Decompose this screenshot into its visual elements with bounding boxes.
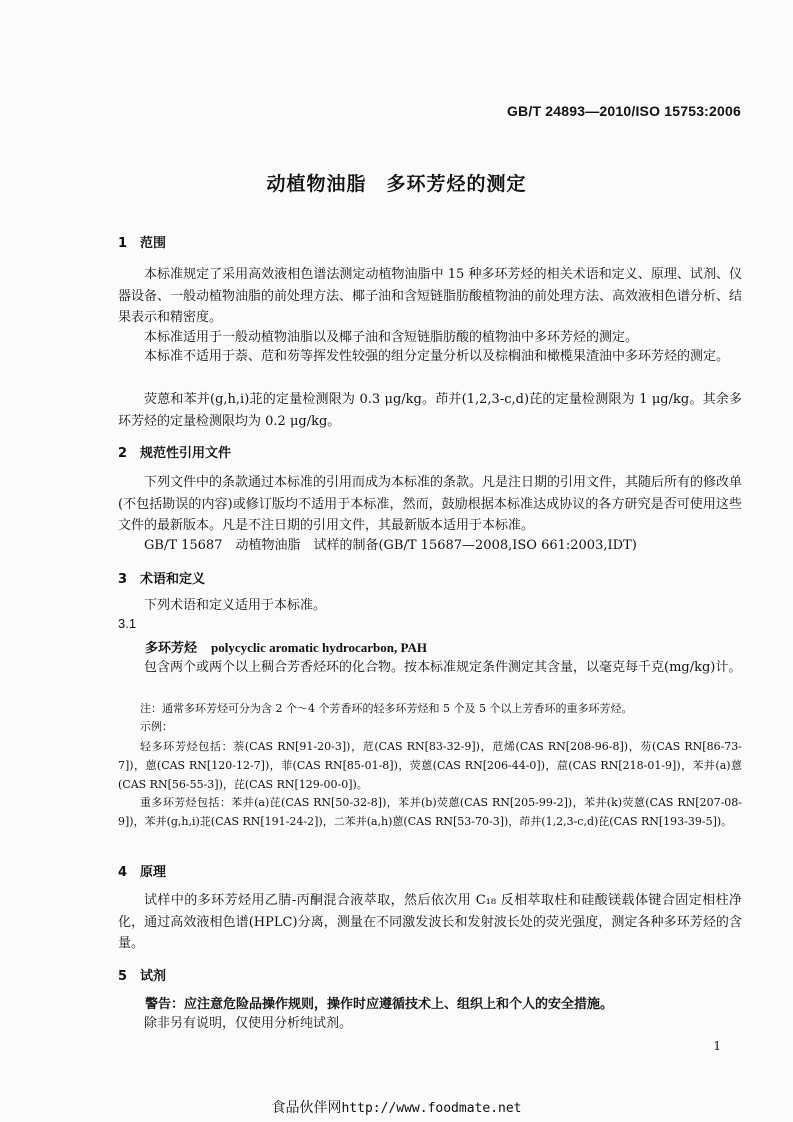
term-definition: 包含两个或两个以上稠合芳香烃环的化合物。按本标准规定条件测定其含量，以毫克每千克(mg/kg)计。 xyxy=(144,660,742,675)
section-3-number: 3 xyxy=(118,572,128,587)
section-1-paragraph-2: 本标准适用于一般动植物油脂以及椰子油和含短链脂肪酸的植物油中多环芳烃的测定。 xyxy=(144,330,639,345)
term-heading xyxy=(145,637,427,656)
footer xyxy=(0,1097,793,1117)
section-5-number: 5 xyxy=(118,969,128,984)
document-title: 动植物油脂 多环芳烃的测定 xyxy=(266,173,527,195)
safety-warning: 警告：应注意危险品操作规则，操作时应遵循技术上、组织上和个人的安全措施。 xyxy=(145,997,614,1012)
section-3-heading xyxy=(118,568,205,587)
section-2-number: 2 xyxy=(118,446,128,461)
term-chinese: 多环芳烃 xyxy=(145,641,198,656)
section-1-title: 范围 xyxy=(140,236,167,251)
section-3-paragraph-1: 下列术语和定义适用于本标准。 xyxy=(144,598,327,613)
section-1-number: 1 xyxy=(118,236,128,251)
heavy-pah-list: 重多环芳烃包括：苯并(a)芘(CAS RN[50-32-8])，苯并(b)荧蒽(CAS RN[205-99-2])，苯并(k)荧蒽(CAS RN[207-08-9])，苯并(g,h,i)苝(CAS RN[191-24-2])，二苯并(a,h)蒽(CAS RN[53-70-3])，茚并(1,2,3-c,d)芘(CAS RN[193-39-5])。 xyxy=(118,796,742,828)
section-5-title: 试剂 xyxy=(140,969,167,984)
section-1-heading xyxy=(118,232,166,251)
subsection-3-1-number: 3.1 xyxy=(118,616,137,631)
section-4-title: 原理 xyxy=(140,865,167,880)
section-3-title: 术语和定义 xyxy=(140,572,206,587)
section-5-paragraph-1: 除非另有说明，仅使用分析纯试剂。 xyxy=(144,1016,353,1031)
normative-reference: GB/T 15687 动植物油脂 试样的制备(GB/T 15687—2008,ISO 661:2003,IDT) xyxy=(144,538,637,553)
section-1-paragraph-3: 本标准不适用于萘、苊和芴等挥发性较强的组分定量分析以及棕榈油和橄榄果渣油中多环芳烃的测定。 xyxy=(144,349,730,364)
section-2-paragraph-1: 下列文件中的条款通过本标准的引用而成为本标准的条款。凡是注日期的引用文件，其随后所有的修改单(不包括勘误的内容)或修订版均不适用于本标准，然而，鼓励根据本标准达成协议的各方研究是否可使用这些文件的最新版本。凡是不注日期的引用文件，其最新版本适用于本标准。 xyxy=(118,475,743,533)
standard-number: GB/T 24893—2010/ISO 15753:2006 xyxy=(506,103,741,119)
footer-url[interactable]: http://www.foodmate.net xyxy=(341,1101,522,1116)
page-number: 1 xyxy=(713,1039,721,1053)
section-4-number: 4 xyxy=(118,865,128,880)
light-pah-list: 轻多环芳烃包括：萘(CAS RN[91-20-3])，苊(CAS RN[83-32-9])，苊烯(CAS RN[208-96-8])，芴(CAS RN[86-73-7])，蒽(CAS RN[120-12-7])，菲(CAS RN[85-01-8])，荧蒽(CAS RN[206-44-0])，䓛(CAS RN[218-01-9])，苯并(a)蒽(CAS RN[56-55-3])，芘(CAS RN[129-00-0])。 xyxy=(118,740,742,791)
section-4-paragraph-1: 试样中的多环芳烃用乙腈-丙酮混合液萃取，然后依次用 C₁₈ 反相萃取柱和硅酸镁载体键合固定相柱净化，通过高效液相色谱(HPLC)分离，测量在不同激发波长和发射波长处的荧光强度，测定各种多环芳烃的含量。 xyxy=(118,893,742,951)
term-note: 注：通常多环芳烃可分为含 2 个～4 个芳香环的轻多环芳烃和 5 个及 5 个以上芳香环的重多环芳烃。 xyxy=(140,702,633,715)
section-2-heading xyxy=(118,442,231,461)
section-2-title: 规范性引用文件 xyxy=(140,446,232,461)
example-label: 示例： xyxy=(140,720,173,733)
section-5-heading xyxy=(118,965,166,984)
section-4-heading xyxy=(118,861,166,880)
term-english: polycyclic aromatic hydrocarbon, PAH xyxy=(211,640,427,655)
footer-site-name: 食品伙伴网 xyxy=(271,1100,342,1116)
section-1-paragraph-1: 本标准规定了采用高效液相色谱法测定动植物油脂中 15 种多环芳烃的相关术语和定义、原理、试剂、仪器设备、一般动植物油脂的前处理方法、椰子油和含短链脂肪酸植物油的前处理方法、高效液相色谱分析、结果表示和精密度。 xyxy=(118,267,743,325)
section-1-paragraph-4: 荧蒽和苯并(g,h,i)苝的定量检测限为 0.3 μg/kg。茚并(1,2,3-c,d)芘的定量检测限为 1 μg/kg。其余多环芳烃的定量检测限均为 0.2 μg/kg。 xyxy=(118,392,742,429)
